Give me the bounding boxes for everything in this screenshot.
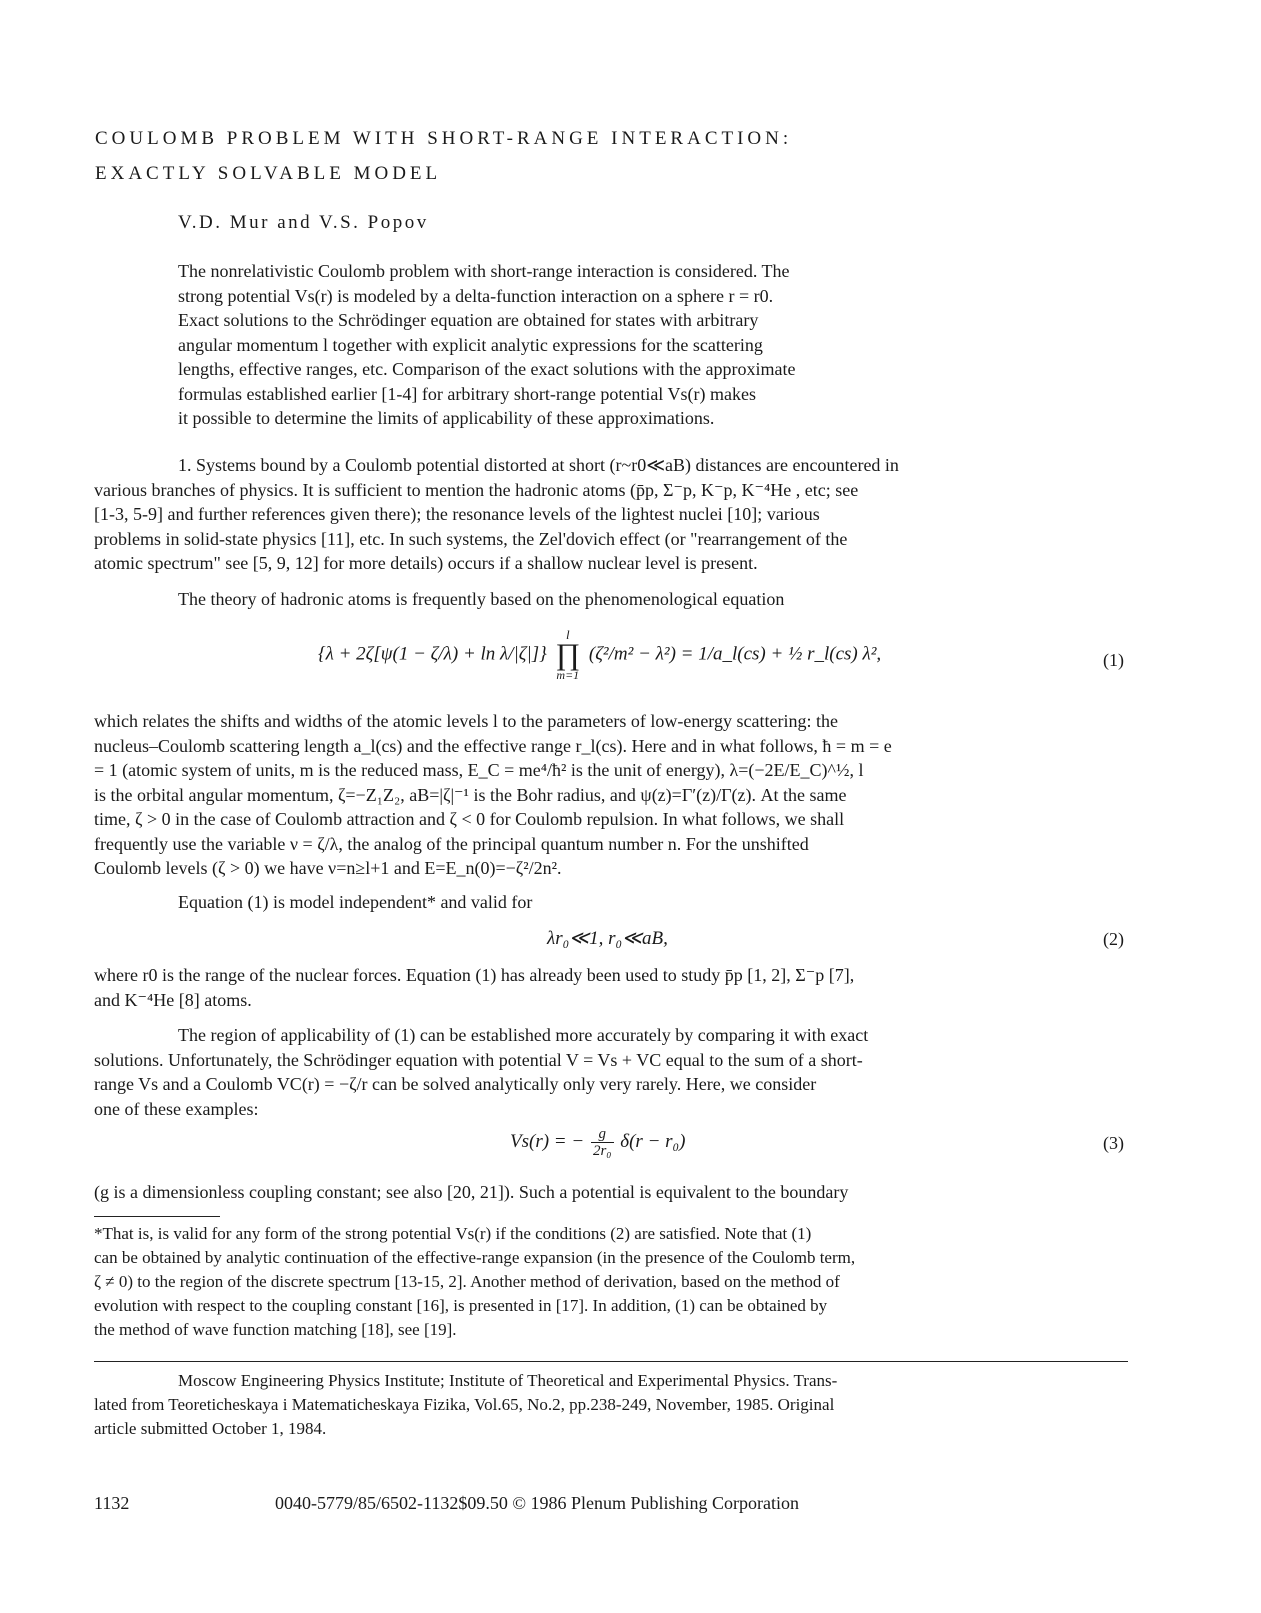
abstract-line: strong potential Vs(r) is modeled by a delta-function interaction on a sphere r = r0. [178, 285, 774, 306]
text-line: one of these examples: [94, 1098, 259, 1119]
text-line: range Vs and a Coulomb VC(r) = −ζ/r can be solved analytically only very rarely. Here, we consider [94, 1074, 817, 1094]
footnote-line: *That is, is valid for any form of the strong potential Vs(r) if the conditions (2) are satisfied. Note that (1) [94, 1224, 812, 1243]
paragraph-after-eq3 [94, 1180, 1134, 1205]
abstract-line: formulas established earlier [1-4] for arbitrary short-range potential Vs(r) makes [178, 383, 756, 404]
eq3-numerator: g [591, 1126, 614, 1143]
eq3-fraction [591, 1126, 614, 1159]
publication-code: 0040-5779/85/6502-1132$09.50 © 1986 Plenum Publishing Corporation [275, 1493, 800, 1513]
eq1-paren: (ζ²/m² − λ²) [588, 643, 676, 665]
equation-3 [510, 1126, 685, 1159]
text-line: atomic spectrum" see [5, 9, 12] for more details) occurs if a shallow nuclear level is present. [94, 553, 758, 573]
eq1-product [555, 628, 580, 682]
footnote-line: the method of wave function matching [18], see [19]. [94, 1320, 457, 1339]
affiliation-rule [94, 1361, 1128, 1362]
eq3-rhs: δ(r − r₀) [620, 1130, 686, 1152]
text-line: nucleus–Coulomb scattering length a_l(cs) and the effective range r_l(cs). Here and in what follows, ħ = m = e [94, 735, 892, 756]
text-line: and K⁻⁴He [8] atoms. [94, 989, 252, 1010]
text-line: The theory of hadronic atoms is frequently based on the phenomenological equation [178, 589, 785, 609]
equation-3-number: (3) [1103, 1133, 1124, 1153]
equation-2-number: (2) [1103, 929, 1124, 949]
footnote-line: evolution with respect to the coupling constant [16], is presented in [17]. In addition, (1) can be obtained by [94, 1296, 828, 1315]
equation-1 [318, 628, 881, 682]
eq1-lhs: {λ + 2ζ[ψ(1 − ζ/λ) + ln λ/|ζ|]} [318, 643, 547, 665]
text-line: time, ζ > 0 in the case of Coulomb attraction and ζ < 0 for Coulomb repulsion. In what follows, we shall [94, 809, 845, 829]
paragraph-after-eq1 [94, 709, 1134, 881]
eq1-product-lower: m=1 [556, 668, 580, 682]
text-line: = 1 (atomic system of units, m is the reduced mass, E_C = me⁴/ħ² is the unit of energy), λ=(−2E/E_C)^½, l [94, 760, 864, 780]
abstract-line: it possible to determine the limits of applicability of these approximations. [178, 408, 715, 428]
text-line: (g is a dimensionless coupling constant; see also [20, 21]). Such a potential is equivalent to the boundary [94, 1182, 849, 1202]
text-line: solutions. Unfortunately, the Schrödinger equation with potential V = Vs + VC equal to the sum of a short- [94, 1049, 863, 1070]
affiliation [94, 1369, 1134, 1441]
text-line: which relates the shifts and widths of the atomic levels l to the parameters of low-energy scattering: the [94, 711, 838, 731]
abstract-line: lengths, effective ranges, etc. Comparison of the exact solutions with the approximate [178, 359, 796, 379]
eq1-product-upper: l [565, 627, 570, 642]
text-line: Coulomb levels (ζ > 0) we have ν=n≥l+1 and E=E_n(0)=−ζ²/2n². [94, 858, 562, 878]
theory-intro [94, 587, 1134, 612]
text-line: The region of applicability of (1) can be established more accurately by comparing it with exact [178, 1025, 869, 1045]
page-number: 1132 [94, 1493, 130, 1513]
title-line-1: COULOMB PROBLEM WITH SHORT-RANGE INTERACTION: [95, 128, 793, 149]
equation-1-number: (1) [1103, 650, 1124, 670]
footnote-line: can be obtained by analytic continuation of the effective-range expansion (in the presence of the Coulomb term, [94, 1248, 856, 1267]
paragraph-after-eq2 [94, 963, 1134, 1012]
abstract-line: angular momentum l together with explicit analytic expressions for the scattering [178, 334, 763, 355]
affiliation-line: lated from Teoreticheskaya i Matematicheskaya Fizika, Vol.65, No.2, pp.238-249, November, 1985. Original [94, 1395, 835, 1414]
text-line: [1-3, 5-9] and further references given there); the resonance levels of the lightest nuclei [10]; various [94, 504, 820, 524]
text-line: Equation (1) is model independent* and valid for [178, 892, 533, 912]
abstract [178, 259, 1018, 431]
equation-2: λr₀≪1, r₀≪aB, [547, 928, 668, 949]
abstract-line: Exact solutions to the Schrödinger equation are obtained for states with arbitrary [178, 310, 759, 330]
text-line: where r0 is the range of the nuclear forces. Equation (1) has already been used to study p̄p [1, 2], Σ⁻p [7], [94, 965, 855, 985]
eq3-lhs: Vs(r) = − [510, 1130, 585, 1152]
eq1-rhs: = 1/a_l(cs) + ½ r_l(cs) λ², [680, 643, 882, 665]
authors: V.D. Mur and V.S. Popov [178, 212, 429, 233]
affiliation-line: article submitted October 1, 1984. [94, 1419, 327, 1438]
eq2-intro [94, 890, 1134, 915]
section-1-paragraph [94, 453, 1134, 576]
abstract-line: The nonrelativistic Coulomb problem with short-range interaction is considered. The [178, 261, 790, 281]
footnote [94, 1222, 1134, 1342]
eq3-denominator: 2r₀ [592, 1143, 612, 1159]
text-line: is the orbital angular momentum, ζ=−Z₁Z₂, aB=|ζ|⁻¹ is the Bohr radius, and ψ(z)=Γ′(z)/Γ(z). At the same [94, 784, 847, 805]
footnote-line: ζ ≠ 0) to the region of the discrete spectrum [13-15, 2]. Another method of derivation, based on the method of [94, 1272, 840, 1291]
text-line: frequently use the variable ν = ζ/λ, the analog of the principal quantum number n. For the unshifted [94, 833, 809, 854]
title-line-2: EXACTLY SOLVABLE MODEL [95, 163, 442, 184]
paragraph-region [94, 1023, 1134, 1121]
text-line: 1. Systems bound by a Coulomb potential distorted at short (r~r0≪aB) distances are encountered in [178, 455, 899, 475]
eq1-product-symbol: ∏ [555, 638, 581, 671]
footnote-rule [94, 1216, 220, 1217]
text-line: various branches of physics. It is sufficient to mention the hadronic atoms (p̄p, Σ⁻p, K⁻p, K⁻⁴He , etc; see [94, 479, 859, 500]
text-line: problems in solid-state physics [11], etc. In such systems, the Zel'dovich effect (or "rearrangement of the [94, 528, 848, 549]
affiliation-line: Moscow Engineering Physics Institute; Institute of Theoretical and Experimental Physics. Trans- [178, 1371, 838, 1390]
